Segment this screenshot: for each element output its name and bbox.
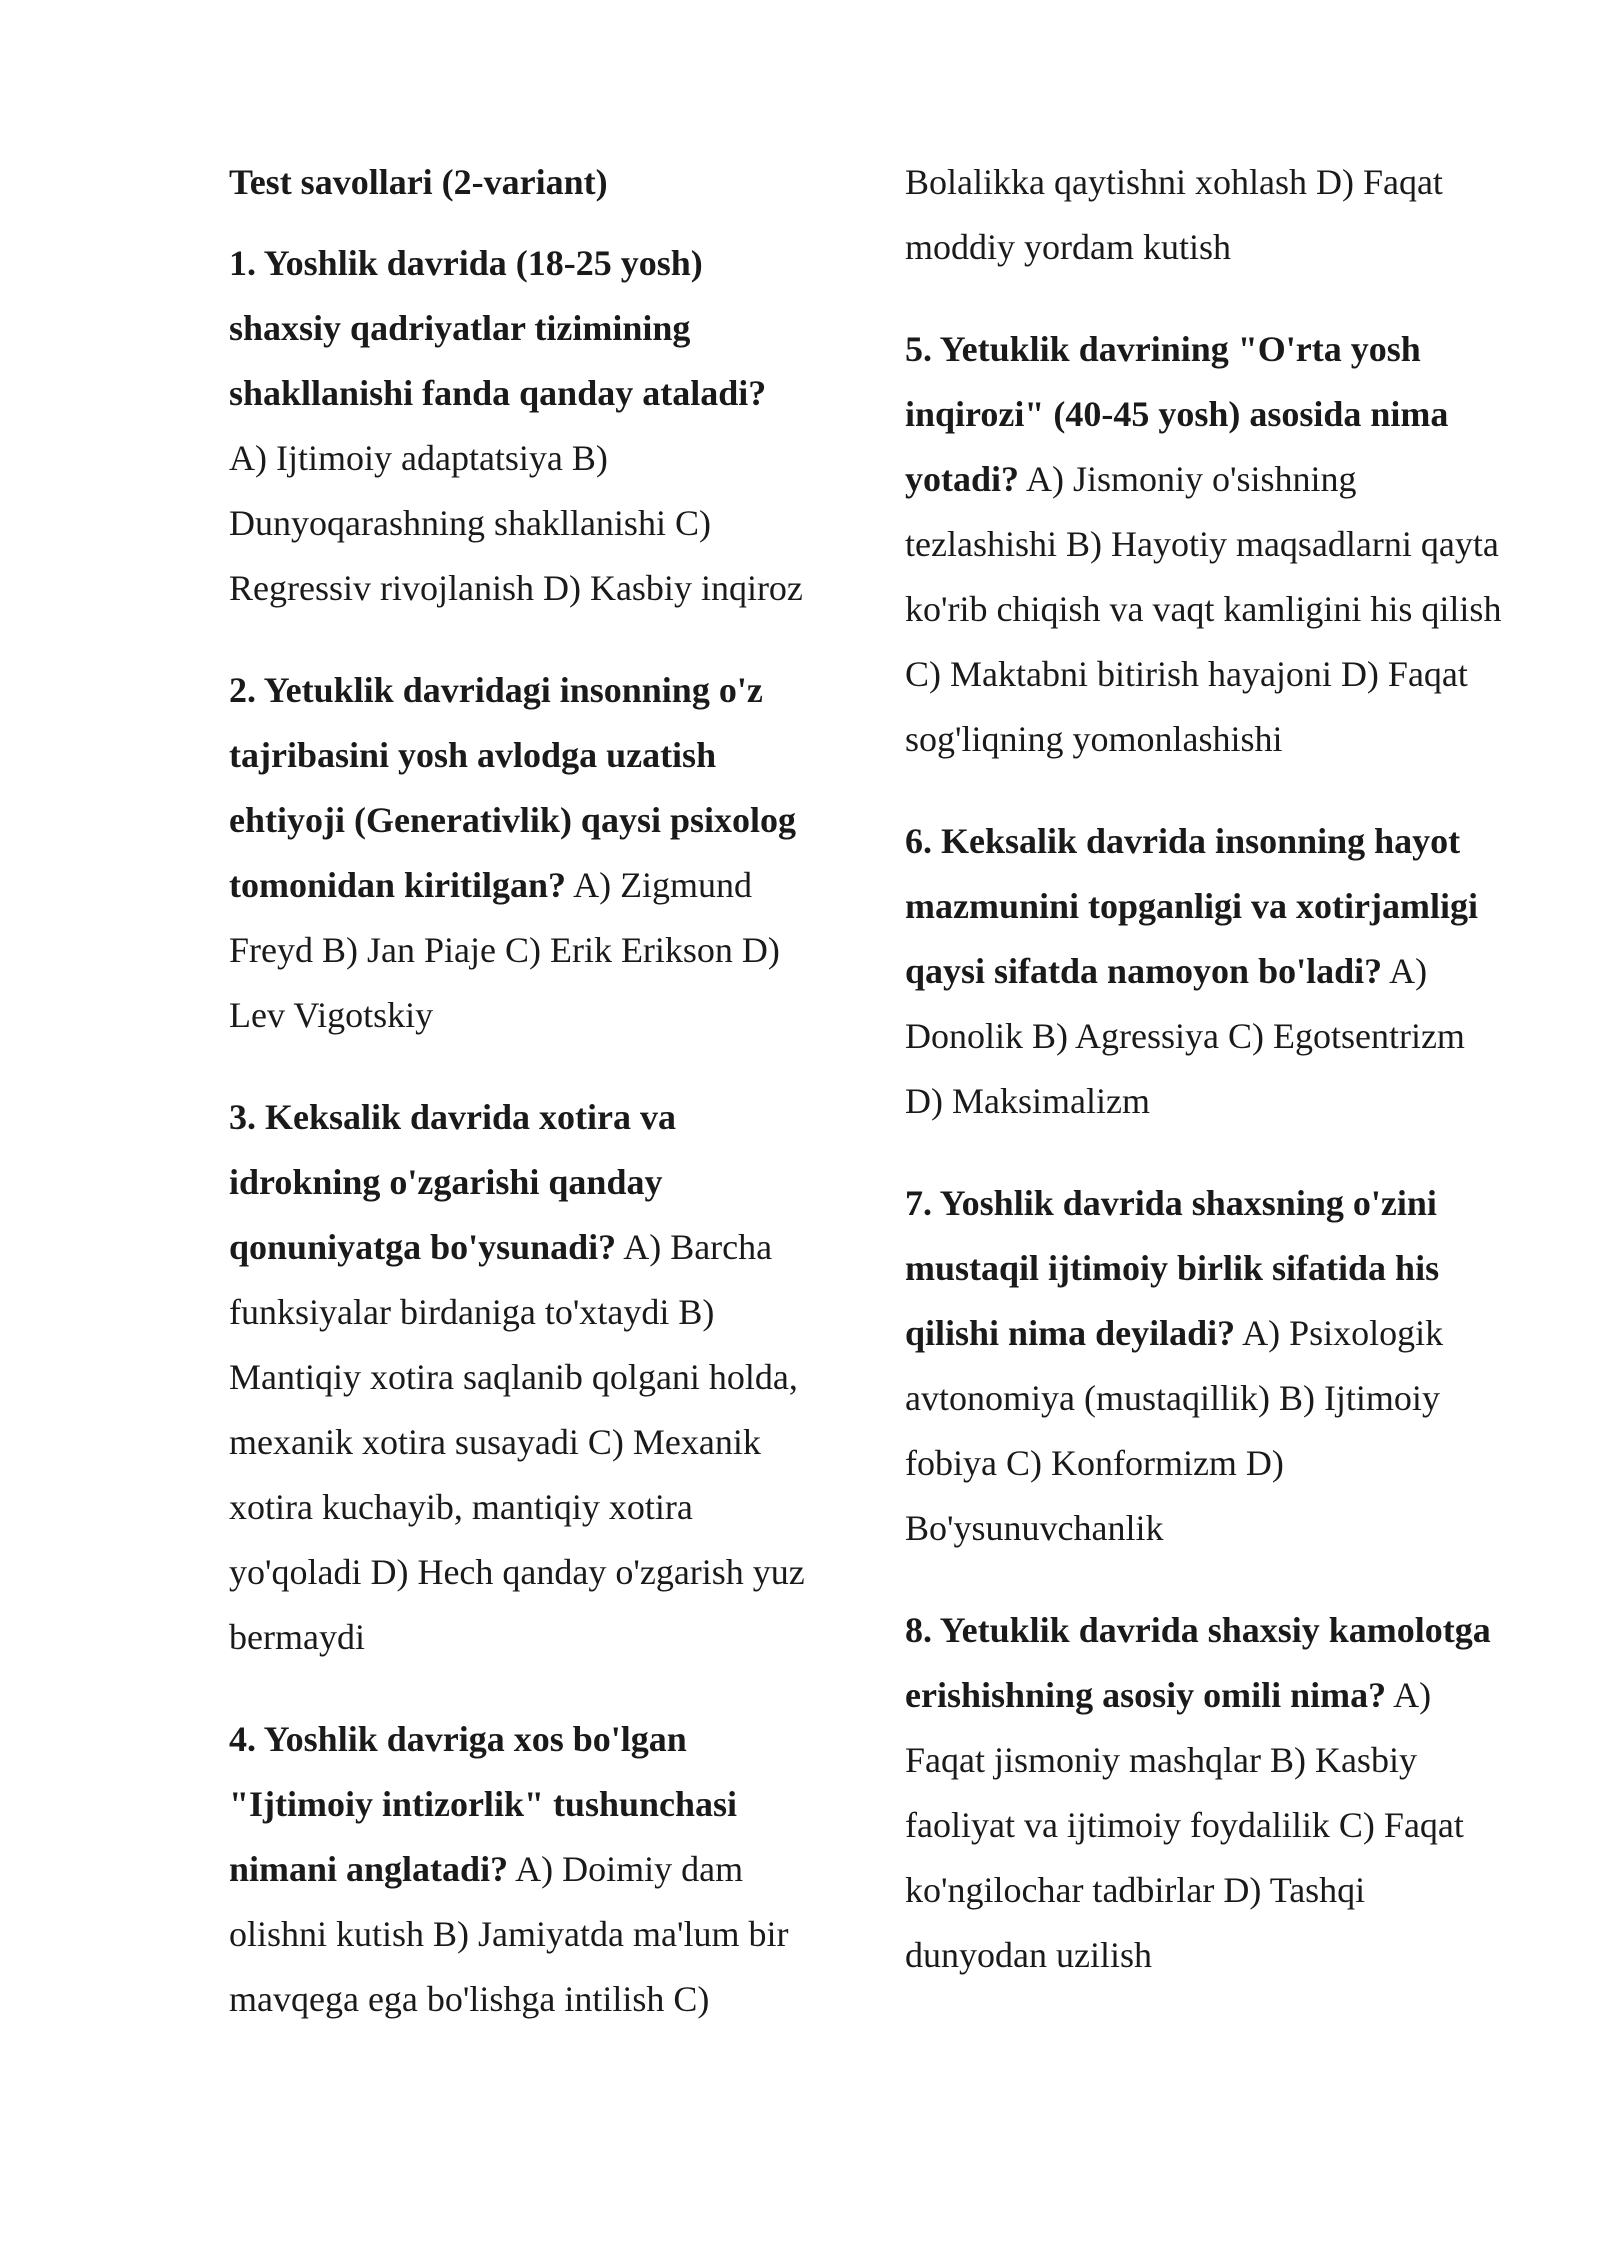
question-4 xyxy=(229,1707,809,2032)
question-options: A) Psixologik avtonomiya (mustaqillik) B) Ijtimoiy fobiya C) Konformizm D) Bo'ysunuvchanlik xyxy=(905,1313,1444,1548)
question-text: 4. Yoshlik davriga xos bo'lgan "Ijtimoiy intizorlik" tushunchasi nimani anglatadi? xyxy=(229,1719,738,1889)
question-options: A) Zigmund Freyd B) Jan Piaje C) Erik Erikson D) Lev Vigotskiy xyxy=(229,865,780,1035)
question-options: A) Faqat jismoniy mashqlar B) Kasbiy faoliyat va ijtimoiy foydalilik C) Faqat ko'ngilochar tadbirlar D) Tashqi dunyodan uzilish xyxy=(905,1675,1464,1975)
question-7 xyxy=(905,1171,1505,1561)
question-text: 8. Yetuklik davrida shaxsiy kamolotga erishishning asosiy omili nima? xyxy=(905,1610,1491,1715)
question-5 xyxy=(905,317,1505,772)
question-options: A) Doimiy dam olishni kutish B) Jamiyatda ma'lum bir mavqega ega bo'lishga intilish C) xyxy=(229,1849,789,2019)
question-options: Bolalikka qaytishni xohlash D) Faqat moddiy yordam kutish xyxy=(905,162,1443,267)
question-options: A) Donolik B) Agressiya C) Egotsentrizm D) Maksimalizm xyxy=(905,951,1465,1121)
question-text: 6. Keksalik davrida insonning hayot mazmunini topganligi va xotirjamligi qaysi sifatda namoyon bo'ladi? xyxy=(905,821,1479,991)
question-text: 5. Yetuklik davrining "O'rta yosh inqirozi" (40-45 yosh) asosida nima yotadi? xyxy=(905,329,1449,499)
question-1 xyxy=(229,231,809,621)
question-3 xyxy=(229,1085,809,1670)
document-title: Test savollari (2-variant) xyxy=(229,162,608,202)
question-text: 2. Yetuklik davridagi insonning o'z tajribasini yosh avlodga uzatish ehtiyoji (Generativlik) qaysi psixolog tomonidan kiritilgan? xyxy=(229,670,796,905)
left-column xyxy=(229,150,809,2069)
question-2 xyxy=(229,658,809,1048)
question-text: 7. Yoshlik davrida shaxsning o'zini mustaqil ijtimoiy birlik sifatida his qilishi nima deyiladi? xyxy=(905,1183,1440,1353)
question-6 xyxy=(905,809,1505,1134)
question-options: A) Ijtimoiy adaptatsiya B) Dunyoqarashning shakllanishi C) Regressiv rivojlanish D) Kasbiy inqiroz xyxy=(229,438,803,608)
question-options: A) Barcha funksiyalar birdaniga to'xtaydi B) Mantiqiy xotira saqlanib qolgani holda, mexanik xotira susayadi C) Mexanik xotira kuchayib, mantiqiy xotira yo'qoladi D) Hech qanday o'zgarish yuz bermaydi xyxy=(229,1227,805,1657)
right-column xyxy=(905,150,1505,2025)
question-4-continuation xyxy=(905,150,1505,280)
question-options: A) Jismoniy o'sishning tezlashishi B) Hayotiy maqsadlarni qayta ko'rib chiqish va vaqt kamligini his qilish C) Maktabni bitirish hayajoni D) Faqat sog'liqning yomonlashishi xyxy=(905,459,1502,759)
question-text: 1. Yoshlik davrida (18-25 yosh) shaxsiy qadriyatlar tizimining shakllanishi fanda qanday ataladi? xyxy=(229,243,767,413)
question-text: 3. Keksalik davrida xotira va idrokning o'zgarishi qanday qonuniyatga bo'ysunadi? xyxy=(229,1097,677,1267)
question-8 xyxy=(905,1598,1505,1988)
